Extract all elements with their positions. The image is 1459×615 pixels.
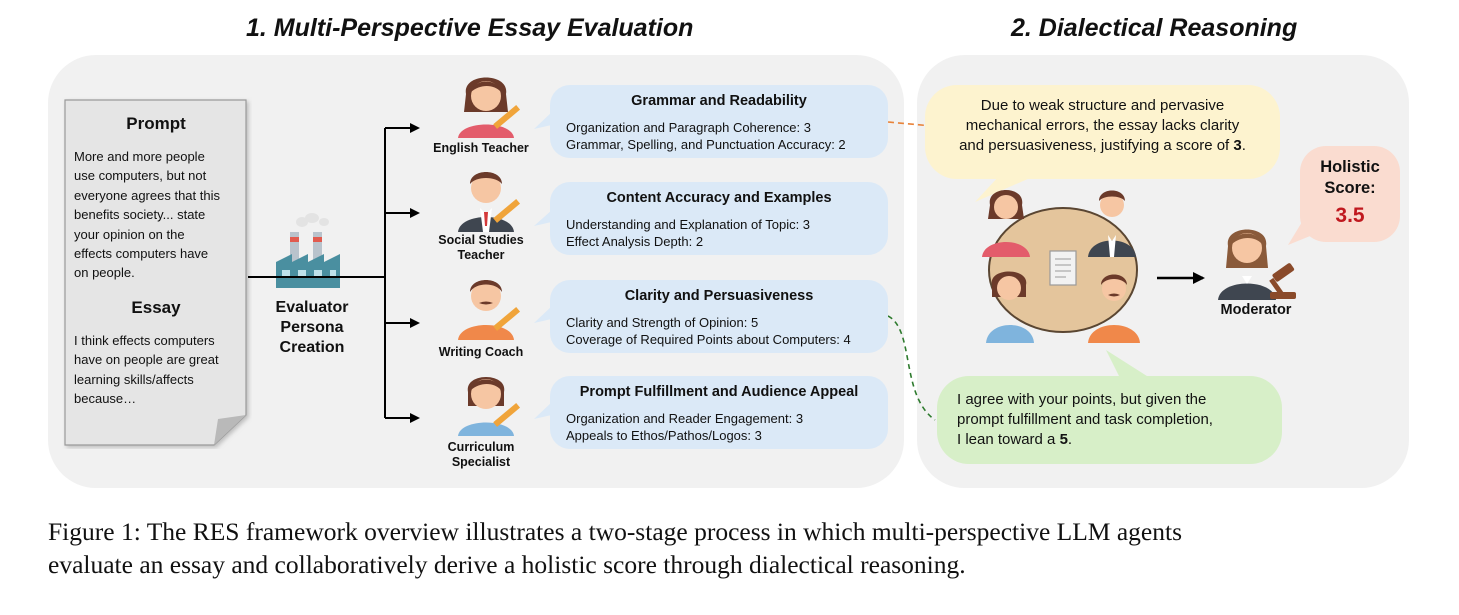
score-card-line: Organization and Paragraph Coherence: 3 bbox=[566, 120, 811, 135]
essay-heading: Essay bbox=[131, 298, 181, 317]
bubble-line bbox=[957, 430, 1072, 450]
persona-label-english-teacher: English Teacher bbox=[433, 141, 529, 155]
discussion-table-icon bbox=[978, 185, 1148, 345]
bubble-line: prompt fulfillment and task completion, bbox=[957, 411, 1213, 428]
section1-title: 1. Multi-Perspective Essay Evaluation bbox=[246, 14, 694, 42]
bubble-line: mechanical errors, the essay lacks clarity bbox=[965, 117, 1240, 134]
score-card-line: Understanding and Explanation of Topic: 3 bbox=[566, 217, 811, 232]
score-card-line: Grammar, Spelling, and Punctuation Accuracy: 2 bbox=[566, 137, 846, 152]
persona-label-writing-coach: Writing Coach bbox=[438, 345, 524, 359]
bubble-line: I agree with your points, but given the bbox=[957, 391, 1207, 408]
persona-label-curriculum-specialist: Curriculum Specialist bbox=[447, 440, 515, 469]
score-card-line: Organization and Reader Engagement: 3 bbox=[566, 411, 804, 426]
bubble-text: I lean toward a bbox=[957, 431, 1060, 448]
score-card-line: Coverage of Required Points about Computers: 4 bbox=[566, 332, 851, 347]
holistic-score-value: 3.5 bbox=[1335, 204, 1365, 227]
bubble-text: . bbox=[1067, 431, 1073, 448]
holistic-score-bubble bbox=[1300, 146, 1400, 242]
score-card-title: Prompt Fulfillment and Audience Appeal bbox=[579, 384, 859, 400]
caption-line: evaluate an essay and collaboratively derive a holistic score through dialectical reasoning. bbox=[48, 550, 966, 579]
speech-bubble-counterpoint bbox=[937, 376, 1282, 464]
bubble-score: 3 bbox=[1233, 137, 1242, 154]
bubble-score: 5 bbox=[1059, 431, 1068, 448]
score-card-title: Clarity and Persuasiveness bbox=[624, 288, 814, 304]
moderator-label: Moderator bbox=[1220, 302, 1292, 318]
bubble-text: and persuasiveness, justifying a score of bbox=[959, 137, 1234, 154]
score-card-line: Effect Analysis Depth: 2 bbox=[566, 234, 704, 249]
score-card-line: Clarity and Strength of Opinion: 5 bbox=[566, 315, 759, 330]
score-card-line: Appeals to Ethos/Pathos/Logos: 3 bbox=[566, 428, 762, 443]
speech-bubble-critique bbox=[925, 85, 1280, 179]
prompt-heading: Prompt bbox=[126, 114, 186, 133]
score-card-title: Grammar and Readability bbox=[631, 93, 807, 109]
bubble-text: . bbox=[1241, 137, 1246, 154]
persona-label-social-studies-teacher: Social Studies Teacher bbox=[438, 233, 524, 262]
holistic-score-label: Holistic Score: bbox=[1320, 158, 1380, 197]
bubble-line: Due to weak structure and pervasive bbox=[980, 97, 1225, 114]
bubble-line bbox=[925, 136, 1280, 156]
caption-line: Figure 1: The RES framework overview illustrates a two-stage process in which multi-perspective LLM agents bbox=[48, 517, 1182, 546]
score-card-title: Content Accuracy and Examples bbox=[606, 190, 832, 206]
figure-caption bbox=[48, 515, 1428, 581]
essay-text: I think effects computers have on people are great learning skills/affects because… bbox=[74, 333, 219, 407]
moderator-avatar-icon bbox=[1214, 222, 1302, 302]
section2-title: 2. Dialectical Reasoning bbox=[1011, 14, 1298, 42]
prompt-text: More and more people use computers, but not everyone agrees that this benefits society... state your opinion on the effects computers have on people. bbox=[74, 149, 220, 281]
factory-label: Evaluator Persona Creation bbox=[275, 299, 349, 356]
